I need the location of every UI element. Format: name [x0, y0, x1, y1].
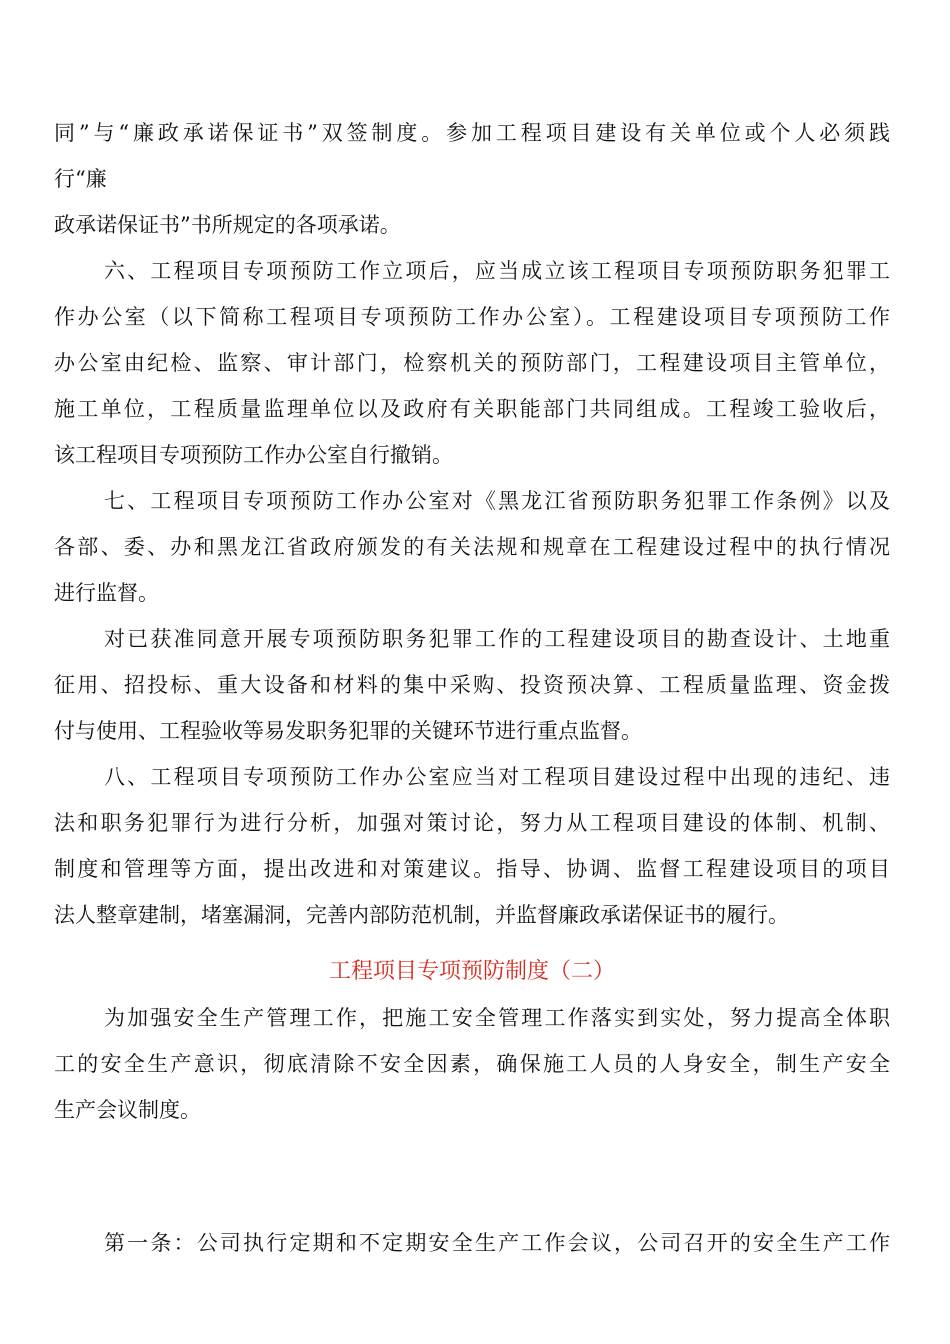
paragraph-article-6	[54, 248, 890, 478]
section-heading: 工程项目专项预防制度（二）	[328, 959, 615, 984]
paragraph-intro	[54, 995, 890, 1133]
text-line: 制度和管理等方面，提出改进和对策建议。指导、协调、监督工程建设项目的项目	[54, 857, 890, 881]
text-line: 六、工程项目专项预防工作立项后，应当成立该工程项目专项预防职务犯罪工	[104, 259, 890, 283]
text-line: 进行监督。	[54, 581, 159, 605]
text-line: 办公室由纪检、监察、审计部门，检察机关的预防部门，工程建设项目主管单位，	[54, 351, 890, 375]
text-line: 生产会议制度。	[54, 1098, 201, 1122]
body-text-last	[54, 1220, 890, 1266]
paragraph-article-1	[54, 1220, 890, 1266]
text-line: 法人整章建制，堵塞漏洞，完善内部防范机制，并监督廉政承诺保证书的履行。	[54, 903, 789, 927]
body-text-bottom	[54, 995, 890, 1133]
text-line: 作办公室（以下简称工程项目专项预防工作办公室）。工程建设项目专项预防工作	[54, 305, 890, 329]
text-line: 施工单位，工程质量监理单位以及政府有关职能部门共同组成。工程竣工验收后，	[54, 397, 890, 421]
text-line: 七、工程项目专项预防工作办公室对《黑龙江省预防职务犯罪工作条例》以及	[104, 489, 890, 513]
text-line: 各部、委、办和黑龙江省政府颁发的有关法规和规章在工程建设过程中的执行情况	[54, 535, 890, 559]
text-line: 八、工程项目专项预防工作办公室应当对工程项目建设过程中出现的违纪、违	[104, 765, 890, 789]
text-line: 政承诺保证书”书所规定的各项承诺。	[54, 213, 401, 237]
text-line: 该工程项目专项预防工作办公室自行撤销。	[54, 443, 453, 467]
text-line: 工的安全生产意识，彻底清除不安全因素，确保施工人员的人身安全，制生产安全	[54, 1052, 890, 1076]
text-line: 行“廉	[54, 167, 107, 191]
paragraph-supervision	[54, 616, 890, 754]
text-line: 付与使用、工程验收等易发职务犯罪的关键环节进行重点监督。	[54, 719, 642, 743]
text-line: 法和职务犯罪行为进行分析，加强对策讨论，努力从工程项目建设的体制、机制、	[54, 811, 890, 835]
text-line: 第一条：公司执行定期和不定期安全生产工作会议，公司召开的安全生产工作	[104, 1231, 890, 1255]
paragraph-article-7	[54, 478, 890, 616]
body-text-top	[54, 110, 890, 938]
text-line: 对已获准同意开展专项预防职务犯罪工作的工程建设项目的勘查设计、土地重	[104, 627, 890, 651]
text-line: 为加强安全生产管理工作，把施工安全管理工作落实到实处，努力提高全体职	[104, 1006, 890, 1030]
paragraph-article-8	[54, 754, 890, 938]
text-line: 同”与“廉政承诺保证书”双签制度。参加工程项目建设有关单位或个人必须践	[54, 121, 890, 145]
text-line: 征用、招投标、重大设备和材料的集中采购、投资预决算、工程质量监理、资金拨	[54, 673, 890, 697]
paragraph-continuation	[54, 110, 890, 248]
